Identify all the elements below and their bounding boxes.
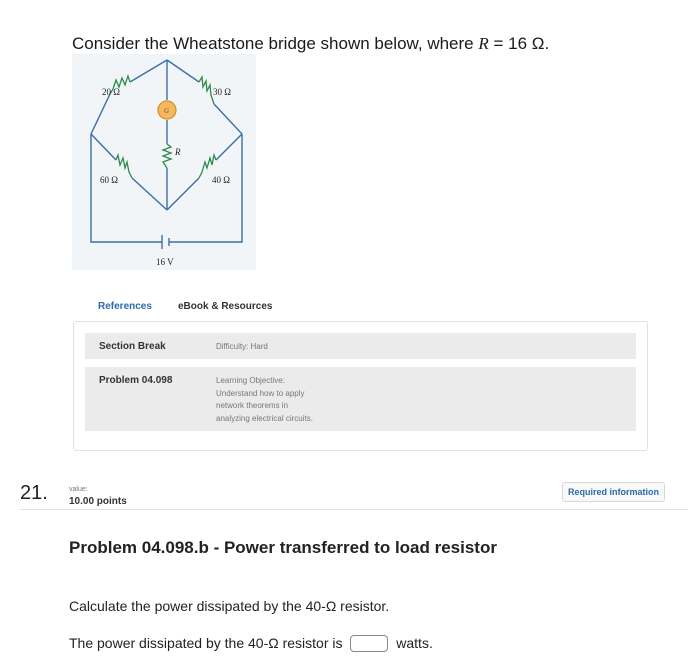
reference-value bbox=[216, 375, 356, 425]
answer-prefix: The power dissipated by the 40-Ω resistor is bbox=[69, 635, 343, 652]
resistor-60-icon bbox=[116, 155, 132, 178]
learning-objective-line: network theorems in bbox=[216, 401, 289, 410]
required-information-button[interactable]: Required information bbox=[562, 482, 665, 502]
wire-right-lower bbox=[216, 134, 242, 160]
label-r-bottom-left: 60 Ω bbox=[100, 175, 118, 185]
intro-variable: R bbox=[478, 34, 489, 53]
wire-top-right bbox=[167, 60, 199, 82]
difficulty-text: Difficulty: Hard bbox=[216, 342, 268, 351]
label-r-top-right: 30 Ω bbox=[213, 87, 231, 97]
question-divider bbox=[20, 509, 688, 510]
question-number: 21. bbox=[20, 482, 48, 504]
reference-key: Problem 04.098 bbox=[99, 375, 173, 386]
wire-bottom-left bbox=[132, 178, 167, 210]
intro-text: Consider the Wheatstone bridge shown below, where bbox=[72, 34, 479, 53]
tab-ebook-resources[interactable]: eBook & Resources bbox=[178, 301, 273, 312]
wire-left-lower bbox=[91, 134, 116, 160]
problem-intro bbox=[72, 34, 549, 54]
wire-right-upper bbox=[214, 104, 242, 134]
label-r-middle: R bbox=[175, 147, 181, 157]
wire-bottom-right bbox=[167, 178, 199, 210]
wire-top-left bbox=[130, 60, 167, 82]
resistor-r-icon bbox=[163, 144, 171, 168]
value-label: value: bbox=[69, 486, 88, 493]
label-galvanometer: G bbox=[164, 107, 170, 115]
learning-objective-line: Understand how to apply bbox=[216, 388, 305, 398]
wire-left-upper bbox=[91, 94, 110, 134]
intro-equation: = 16 Ω. bbox=[488, 34, 550, 53]
problem-prompt: Calculate the power dissipated by the 40-Ω resistor. bbox=[69, 598, 390, 614]
reference-value bbox=[216, 341, 356, 354]
reference-row-problem bbox=[85, 367, 636, 431]
reference-key: Section Break bbox=[99, 341, 166, 352]
learning-objective-line: analyzing electrical circuits. bbox=[216, 413, 313, 423]
references-panel bbox=[73, 321, 648, 451]
answer-line bbox=[69, 634, 433, 652]
answer-unit: watts. bbox=[396, 635, 433, 652]
label-r-bottom-right: 40 Ω bbox=[212, 175, 230, 185]
wire-source-left bbox=[91, 134, 162, 242]
problem-title: Problem 04.098.b - Power transferred to load resistor bbox=[69, 538, 497, 557]
learning-objective-line: Learning Objective: bbox=[216, 376, 285, 385]
wheatstone-bridge-diagram bbox=[72, 54, 256, 270]
label-r-top-left: 20 Ω bbox=[102, 87, 120, 97]
label-source: 16 V bbox=[156, 257, 174, 267]
resistor-30-icon bbox=[199, 77, 214, 104]
tab-references[interactable]: References bbox=[98, 301, 152, 312]
answer-input[interactable] bbox=[350, 635, 388, 652]
points-value: 10.00 points bbox=[69, 496, 127, 507]
reference-row-section-break bbox=[85, 333, 636, 359]
